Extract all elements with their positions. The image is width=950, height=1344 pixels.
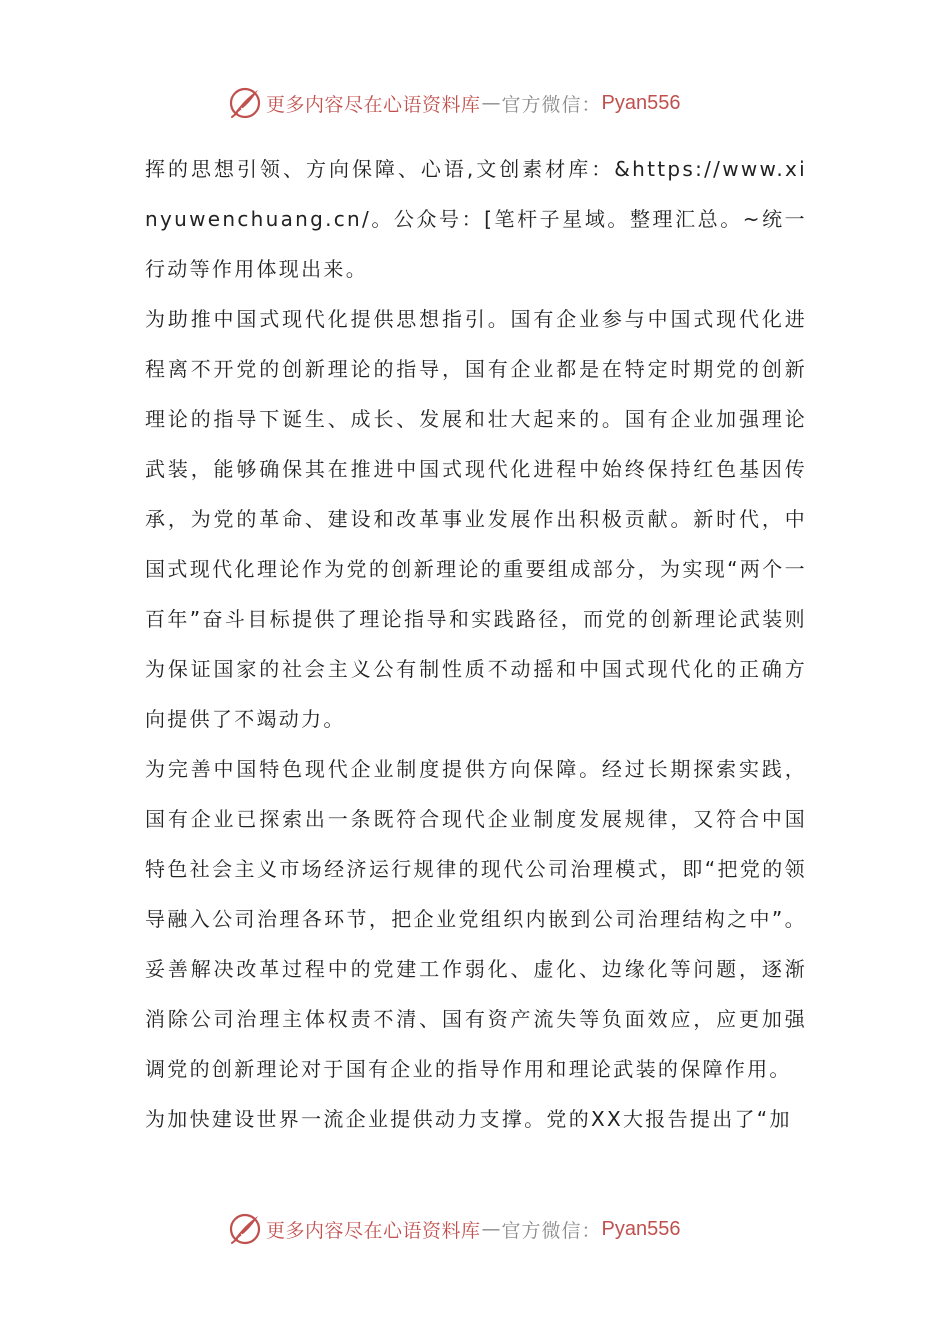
footer-banner-dash: — [481,1218,501,1240]
quill-pen-logo-icon [228,86,262,120]
document-body [145,144,807,1144]
banner-main-text: 更多内容尽在心语资料库 [266,93,481,116]
paragraph-2: 为助推中国式现代化提供思想指引。国有企业参与中国式现代化进程离不开党的创新理论的指导，国有企业都是在特定时期党的创新理论的指导下诞生、成长、发展和壮大起来的。国有企业加强理论武装，能够确保其在推进中国式现代化进程中始终保持红色基因传承，为党的革命、建设和改革事业发展作出积极贡献。新时代，中国式现代化理论作为党的创新理论的重要组成部分，为实现“两个一百年”奋斗目标提供了理论指导和实践路径，而党的创新理论武装则为保证国家的社会主义公有制性质不动摇和中国式现代化的正确方向提供了不竭动力。 [145,307,807,731]
footer-banner-main-text: 更多内容尽在心语资料库 [266,1219,481,1242]
paragraph-3: 为完善中国特色现代企业制度提供方向保障。经过长期探索实践，国有企业已探索出一条既符合现代企业制度发展规律，又符合中国特色社会主义市场经济运行规律的现代公司治理模式，即“把党的领导融入公司治理各环节，把企业党组织内嵌到公司治理结构之中”。妥善解决改革过程中的党建工作弱化、虚化、边缘化等问题，逐渐消除公司治理主体权责不清、国有资产流失等负面效应，应更加强调党的创新理论对于国有企业的指导作用和理论武装的保障作用。 [145,757,807,1081]
banner-wechat-label: 官方微信： [501,93,602,116]
paragraph-4: 为加快建设世界一流企业提供动力支撑。党的XX大报告提出了“加 [145,1107,792,1131]
quill-pen-logo-icon [228,1212,262,1246]
footer-banner [228,1212,681,1246]
footer-banner-wechat-id: Pyan556 [601,1217,681,1240]
banner-wechat-id: Pyan556 [601,91,681,114]
footer-banner-wechat-label: 官方微信： [501,1219,602,1242]
paragraph-1: 挥的思想引领、方向保障、心语,文创素材库：&https://www.xinyuwenchuang.cn/。公众号：[笔杆子星域。整理汇总。~统一行动等作用体现出来。 [145,157,807,281]
header-banner [228,86,681,120]
banner-dash: — [481,92,501,114]
